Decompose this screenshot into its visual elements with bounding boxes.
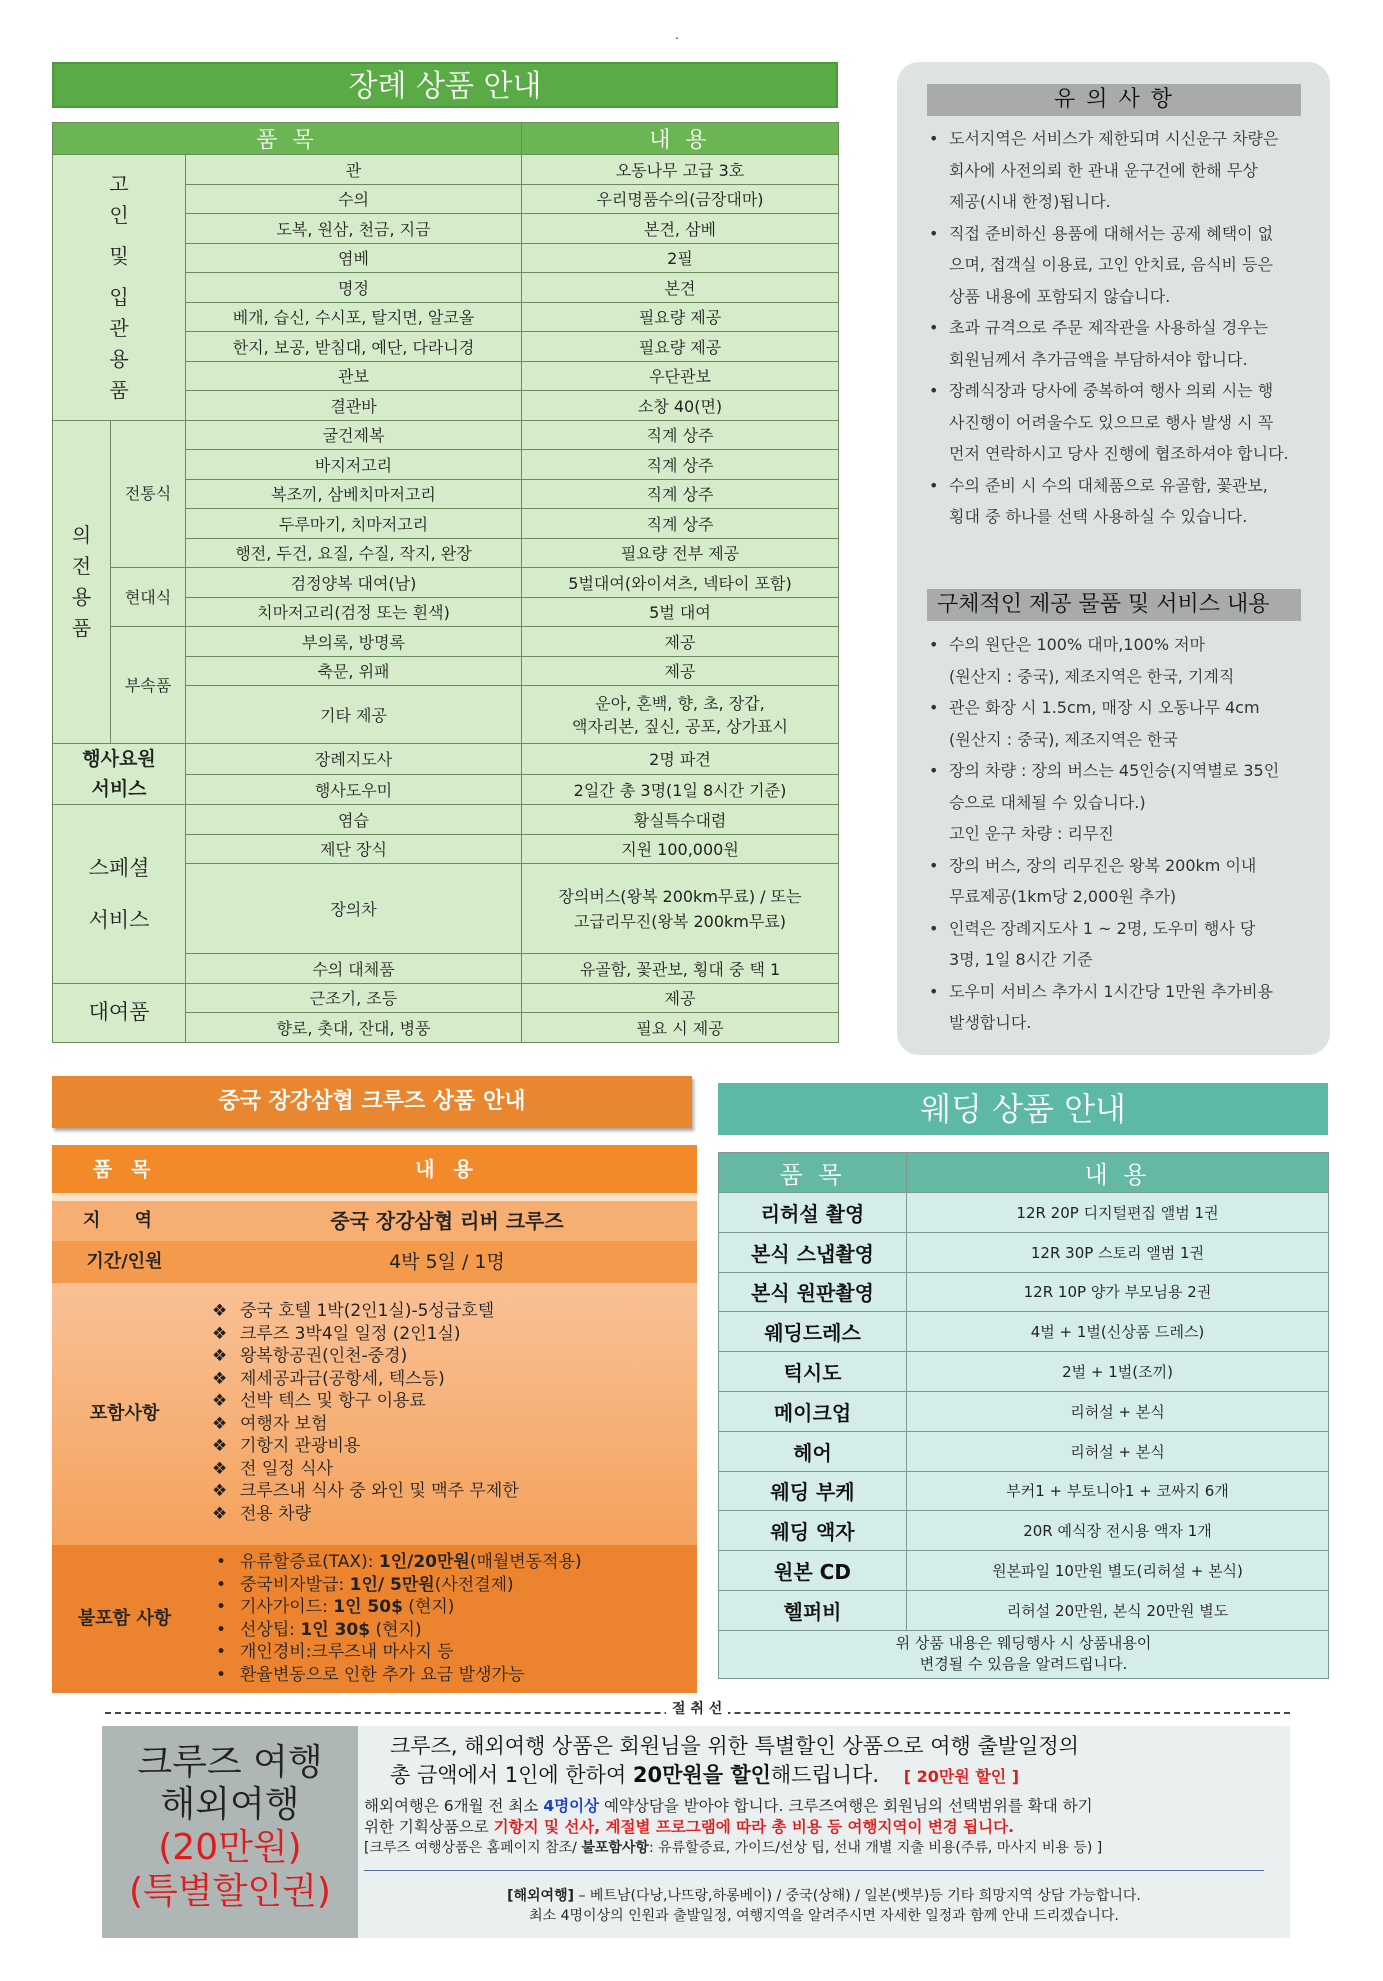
wedding-title: 웨딩 상품 안내 (718, 1083, 1328, 1135)
cruise-period-value: 4박 5일 / 1명 (389, 1251, 505, 1273)
funeral-item: 행전, 두건, 요질, 수질, 작지, 완장 (186, 538, 522, 568)
diamond-bullet-icon: ❖ (212, 1391, 228, 1411)
wedding-row (719, 1193, 1329, 1233)
wedding-content: 리허설 20만원, 본식 20만원 별도 (907, 1590, 1329, 1630)
note-item: • 수의 준비 시 수의 대체품으로 유골함, 꽃관보, 횡대 중 하나를 선택 사용하실 수 있습니다. (927, 470, 1317, 533)
funeral-table (52, 122, 838, 1043)
funeral-content: 지원 100,000원 (522, 834, 839, 864)
wedding-content: 12R 30P 스토리 앨범 1권 (907, 1232, 1329, 1272)
diamond-bullet-icon: ❖ (212, 1323, 228, 1344)
funeral-title: 장례 상품 안내 (52, 62, 838, 108)
subgroup-traditional: 전통식 (111, 420, 186, 568)
funeral-content: 운아, 혼백, 향, 초, 장갑, 액자리본, 짚신, 공포, 상가표시 (522, 686, 839, 744)
funeral-item: 기타 제공 (186, 686, 522, 744)
funeral-item: 한지, 보공, 받침대, 예단, 다라니경 (186, 332, 522, 362)
note-item: • 도우미 서비스 추가시 1시간당 1만원 추가비용 발생합니다. (927, 976, 1317, 1039)
wedding-row (719, 1590, 1329, 1630)
wedding-item: 메이크업 (719, 1391, 907, 1431)
note-item: • 관은 화장 시 1.5cm, 매장 시 오동나무 4cm (원산지 : 중국), 제조지역은 한국 (927, 692, 1317, 755)
funeral-item: 검정양복 대여(남) (186, 568, 522, 598)
funeral-head-item: 품 목 (53, 123, 522, 155)
bullet-icon: • (216, 1664, 227, 1685)
coupon-discount-tag: [ 20만원 할인 ] (903, 1767, 1020, 1786)
diamond-bullet-icon: ❖ (212, 1368, 228, 1389)
group-rental: 대여품 (53, 983, 186, 1042)
coupon-main-line2: 총 금액에서 1인에 한하여 20만원을 할인해드립니다. [ 20만원 할인 ] (390, 1763, 1020, 1787)
note-item: • 장의 버스, 장의 리무진은 왕복 200km 이내 무료제공(1km당 2,000원 추가) (927, 850, 1317, 913)
funeral-head-content: 내 용 (522, 123, 839, 155)
funeral-content: 소창 40(면) (522, 391, 839, 421)
wedding-item: 본식 원판촬영 (719, 1272, 907, 1312)
funeral-content: 직계 상주 (522, 479, 839, 509)
wedding-content: 부커1 + 부토니아1 + 코싸지 6개 (907, 1471, 1329, 1511)
wedding-row (719, 1312, 1329, 1352)
wedding-row (719, 1551, 1329, 1591)
wedding-note (719, 1630, 1329, 1678)
funeral-content: 제공 (522, 627, 839, 657)
funeral-item: 바지저고리 (186, 450, 522, 480)
funeral-item: 명정 (186, 273, 522, 303)
cruise-excluded-label: 불포함 사항 (77, 1608, 172, 1629)
wedding-item: 헤어 (719, 1431, 907, 1471)
wedding-item: 웨딩드레스 (719, 1312, 907, 1352)
funeral-content: 유골함, 꽃관보, 횡대 중 택 1 (522, 954, 839, 984)
note-item: • 장례식장과 당사에 중복하여 행사 의뢰 시는 행 사진행이 어려울수도 있으므로 행사 발생 시 꼭 먼저 연락하시고 당사 진행에 협조하셔야 합니다. (927, 375, 1317, 470)
group-deceased: 고 인 및 입 관 용 품 (53, 155, 186, 421)
funeral-item: 복조끼, 삼베치마저고리 (186, 479, 522, 509)
funeral-item: 근조기, 조등 (186, 983, 522, 1013)
funeral-item: 장례지도사 (186, 744, 522, 775)
top-mark: . (675, 28, 679, 42)
funeral-item: 제단 장식 (186, 834, 522, 864)
cruise-excluded-item: • 환율변동으로 인한 추가 요금 발생가능 (216, 1664, 525, 1685)
cruise-excluded-item: • 기사가이드: 1인 50$ (현지) (216, 1597, 455, 1617)
funeral-content: 직계 상주 (522, 420, 839, 450)
cruise-included-item: ❖ 여행자 보험 (212, 1413, 328, 1434)
funeral-item: 축문, 위패 (186, 656, 522, 686)
diamond-bullet-icon: ❖ (212, 1436, 228, 1456)
cruise-included-list (212, 1300, 692, 1525)
wedding-row (719, 1232, 1329, 1272)
cruise-period-label: 기간/인원 (86, 1251, 163, 1272)
funeral-content: 제공 (522, 656, 839, 686)
wedding-content: 20R 예식장 전시용 액자 1개 (907, 1511, 1329, 1551)
wedding-row (719, 1471, 1329, 1511)
cruise-included-item: ❖ 선박 텍스 및 항구 이용료 (212, 1391, 426, 1411)
cruise-region-label: 지 역 (82, 1210, 167, 1231)
cruise-included-item: ❖ 전용 차량 (212, 1503, 312, 1524)
wedding-head-item: 품 목 (719, 1153, 907, 1193)
cruise-included-item: ❖ 중국 호텔 1박(2인1실)-5성급호텔 (212, 1301, 495, 1321)
wedding-item: 본식 스냅촬영 (719, 1232, 907, 1272)
cruise-title: 중국 장강삼협 크루즈 상품 안내 (52, 1076, 692, 1128)
cruise-included-row (52, 1283, 697, 1545)
coupon-divider (364, 1870, 1264, 1871)
group-funeral-clothes: 의 전 용 품 (53, 420, 111, 744)
wedding-item: 원본 CD (719, 1551, 907, 1591)
funeral-item: 결관바 (186, 391, 522, 421)
funeral-content: 우단관보 (522, 361, 839, 391)
wedding-note-line2: 변경될 수 있음을 알려드립니다. (919, 1655, 1128, 1674)
notes-title2: 구체적인 제공 물품 및 서비스 내용 (927, 589, 1301, 621)
wedding-row (719, 1352, 1329, 1392)
diamond-bullet-icon: ❖ (212, 1458, 228, 1479)
notes-list (927, 123, 1317, 533)
wedding-content: 2벌 + 1벌(조끼) (907, 1352, 1329, 1392)
bullet-icon: • (216, 1552, 227, 1572)
diamond-bullet-icon: ❖ (212, 1413, 228, 1434)
coupon-details: 해외여행은 6개월 전 최소 4명이상 예약상담을 받아야 합니다. 크루즈여행은 회원님의 선택범위를 확대 하기 위한 기획상품으로 기항지 및 선사, 계절별 프로그램에 따라 총 비용 등 여행지역이 변경 됩니다. [크루즈 여행상품은 홈페이지 참조/ 불포함사항: 유류할증료, 가이드/선상 팁, 선내 개별 지출 비용(주류, 마사지 비용 등) ] (364, 1797, 1103, 1856)
cruise-head-item: 품 목 (92, 1157, 157, 1181)
notes-list-2 (927, 629, 1317, 1039)
cruise-included-item: ❖ 제세공과금(공항세, 텍스등) (212, 1368, 445, 1389)
funeral-content: 필요량 전부 제공 (522, 538, 839, 568)
cruise-included-item: ❖ 크루즈내 식사 중 와인 및 맥주 무제한 (212, 1481, 519, 1501)
funeral-content: 5벌대여(와이셔츠, 넥타이 포함) (522, 568, 839, 598)
funeral-item: 수의 대체품 (186, 954, 522, 984)
note-item: • 장의 차량 : 장의 버스는 45인승(지역별로 35인 승으로 대체될 수 있습니다.) 고인 운구 차량 : 리무진 (927, 755, 1317, 850)
bullet-icon: • (216, 1574, 227, 1595)
wedding-item: 웨딩 액자 (719, 1511, 907, 1551)
subgroup-modern: 현대식 (111, 568, 186, 627)
wedding-row (719, 1431, 1329, 1471)
cruise-included-label: 포함사항 (89, 1403, 160, 1424)
diamond-bullet-icon: ❖ (212, 1481, 228, 1501)
wedding-item: 리허설 촬영 (719, 1193, 907, 1233)
wedding-item: 웨딩 부케 (719, 1471, 907, 1511)
cruise-region-value: 중국 장강삼협 리버 크루즈 (330, 1209, 564, 1233)
coupon-title-line2: 해외여행 (160, 1784, 300, 1825)
coupon-right (358, 1726, 1290, 1938)
diamond-bullet-icon: ❖ (212, 1301, 228, 1321)
funeral-content: 필요 시 제공 (522, 1013, 839, 1043)
cruise-included-item: ❖ 전 일정 식사 (212, 1458, 333, 1479)
note-item: • 도서지역은 서비스가 제한되며 시신운구 차량은 회사에 사전의뢰 한 관내 운구건에 한해 무상 제공(시내 한정)됩니다. (927, 123, 1317, 218)
cruise-included-item: ❖ 크루즈 3박4일 일정 (2인1실) (212, 1323, 461, 1344)
funeral-item: 관 (186, 155, 522, 185)
diamond-bullet-icon: ❖ (212, 1503, 228, 1524)
funeral-content: 필요량 제공 (522, 332, 839, 362)
funeral-content: 2필 (522, 243, 839, 273)
funeral-item: 굴건제복 (186, 420, 522, 450)
bullet-icon: • (216, 1619, 227, 1640)
funeral-item: 염습 (186, 805, 522, 835)
cruise-excluded-list (212, 1551, 692, 1686)
wedding-row (719, 1272, 1329, 1312)
funeral-content: 우리명품수의(금장대마) (522, 184, 839, 214)
wedding-item: 헬퍼비 (719, 1590, 907, 1630)
group-staff-service: 행사요원 서비스 (53, 744, 186, 805)
funeral-item: 베개, 습신, 수시포, 탈지면, 알코올 (186, 302, 522, 332)
funeral-content: 2명 파견 (522, 744, 839, 775)
funeral-content: 황실특수대렴 (522, 805, 839, 835)
wedding-content: 리허설 + 본식 (907, 1431, 1329, 1471)
cruise-region-row (52, 1201, 697, 1241)
bullet-icon: • (216, 1597, 227, 1617)
coupon-amount: (20만원) (158, 1827, 302, 1868)
diamond-bullet-icon: ❖ (212, 1346, 228, 1366)
funeral-item: 도복, 원삼, 천금, 지금 (186, 214, 522, 244)
coupon-main-line1: 크루즈, 해외여행 상품은 회원님을 위한 특별할인 상품으로 여행 출발일정의 (390, 1734, 1079, 1758)
note-item: • 수의 원단은 100% 대마,100% 저마 (원산지 : 중국), 제조지역은 한국, 기계직 (927, 629, 1317, 692)
cruise-excluded-item: • 선상팁: 1인 30$ (현지) (216, 1619, 422, 1640)
funeral-item: 염베 (186, 243, 522, 273)
funeral-content: 직계 상주 (522, 509, 839, 539)
cruise-excluded-row (52, 1545, 697, 1693)
bullet-icon: • (216, 1642, 227, 1662)
wedding-content: 12R 10P 양가 부모님용 2권 (907, 1272, 1329, 1312)
cut-line-label: 절 취 선 (666, 1698, 728, 1718)
cruise-table (52, 1145, 697, 1693)
coupon-footer: [해외여행] – 베트남(다낭,나뜨랑,하롱베이) / 중국(상해) / 일본(벳부)등 기타 희망지역 상담 가능합니다. 최소 4명이상의 인원과 출발일정, 여행지역을 알려주시면 자세한 일정과 함께 안내 드리겠습니다. (507, 1888, 1141, 1924)
wedding-item: 턱시도 (719, 1352, 907, 1392)
funeral-item: 장의차 (186, 864, 522, 954)
wedding-row (719, 1511, 1329, 1551)
funeral-item: 부의록, 방명록 (186, 627, 522, 657)
funeral-content: 제공 (522, 983, 839, 1013)
funeral-item: 치마저고리(검정 또는 흰색) (186, 597, 522, 627)
wedding-head-content: 내 용 (907, 1153, 1329, 1193)
cruise-head-content: 내 용 (415, 1157, 479, 1181)
funeral-content: 본견, 삼베 (522, 214, 839, 244)
funeral-content: 직계 상주 (522, 450, 839, 480)
wedding-table (718, 1152, 1328, 1679)
funeral-item: 관보 (186, 361, 522, 391)
coupon-label: (특별할인권) (129, 1871, 331, 1912)
notes-panel (897, 62, 1330, 1055)
cruise-excluded-item: • 개인경비:크루즈내 마사지 등 (216, 1642, 454, 1662)
funeral-item: 수의 (186, 184, 522, 214)
funeral-item: 두루마기, 치마저고리 (186, 509, 522, 539)
note-item: • 인력은 장례지도사 1 ~ 2명, 도우미 행사 당 3명, 1일 8시간 기준 (927, 913, 1317, 976)
funeral-content: 필요량 제공 (522, 302, 839, 332)
note-item: • 초과 규격으로 주문 제작관을 사용하실 경우는 회원님께서 추가금액을 부담하셔야 합니다. (927, 312, 1317, 375)
funeral-content: 5벌 대여 (522, 597, 839, 627)
note-item: • 직접 준비하신 용품에 대해서는 공제 혜택이 없 으며, 접객실 이용료, 고인 안치료, 음식비 등은 상품 내용에 포함되지 않습니다. (927, 218, 1317, 313)
notes-title: 유 의 사 항 (927, 84, 1301, 116)
funeral-content: 본견 (522, 273, 839, 303)
subgroup-accessory: 부속품 (111, 627, 186, 744)
wedding-content: 12R 20P 디지털편집 앨범 1권 (907, 1193, 1329, 1233)
wedding-content: 4벌 + 1벌(신상품 드레스) (907, 1312, 1329, 1352)
wedding-row (719, 1391, 1329, 1431)
funeral-content: 장의버스(왕복 200km무료) / 또는 고급리무진(왕복 200km무료) (522, 864, 839, 954)
funeral-item: 향로, 촛대, 잔대, 병풍 (186, 1013, 522, 1043)
funeral-content: 2일간 총 3명(1일 8시간 기준) (522, 774, 839, 805)
cruise-included-item: ❖ 왕복항공권(인천-중경) (212, 1346, 408, 1366)
cruise-period-row (52, 1241, 697, 1283)
wedding-note-line1: 위 상품 내용은 웨딩행사 시 상품내용이 (895, 1634, 1152, 1653)
cruise-excluded-item: • 중국비자발급: 1인/ 5만원(사전결제) (216, 1574, 514, 1595)
cruise-excluded-item: • 유류할증료(TAX): 1인/20만원(매월변동적용) (216, 1552, 582, 1572)
funeral-content: 오동나무 고급 3호 (522, 155, 839, 185)
wedding-content: 리허설 + 본식 (907, 1391, 1329, 1431)
cruise-included-item: ❖ 기항지 관광비용 (212, 1436, 361, 1456)
coupon-left (102, 1726, 358, 1938)
coupon-title-line1: 크루즈 여행 (137, 1742, 323, 1783)
group-special-service: 스페셜 서비스 (53, 805, 186, 984)
wedding-content: 원본파일 10만원 별도(리허설 + 본식) (907, 1551, 1329, 1591)
funeral-item: 행사도우미 (186, 774, 522, 805)
